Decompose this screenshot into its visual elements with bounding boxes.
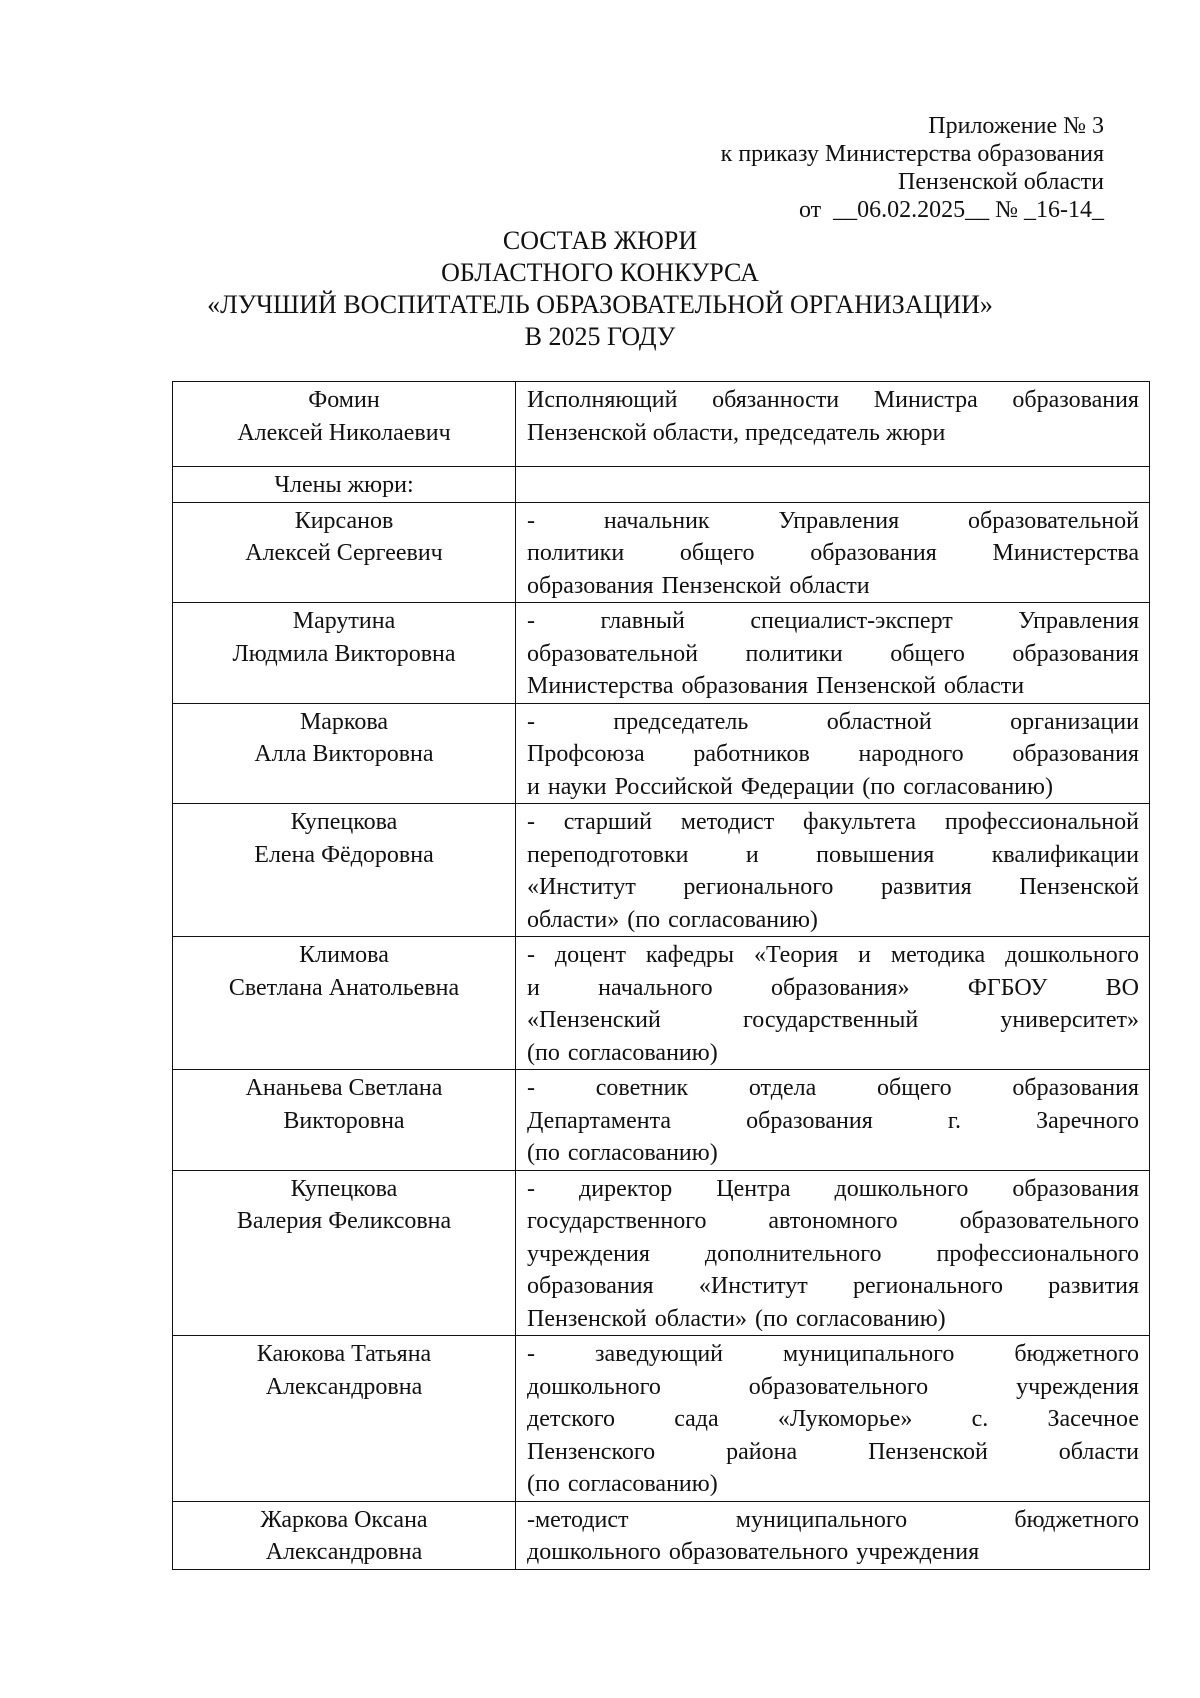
member-role-line: (по согласованию) <box>527 1471 718 1497</box>
member-role-line: «Институт регионального развития Пензенской <box>527 874 1139 900</box>
table-row <box>173 804 1150 937</box>
member-role-line: -методист муниципального бюджетного <box>527 1506 1139 1533</box>
member-role-line: Министерства образования Пензенской области <box>527 673 1025 699</box>
member-role-cell <box>516 1501 1150 1569</box>
member-role-line: политики общего образования Министерства <box>527 540 1139 566</box>
member-role-line: Пензенской области» (по согласованию) <box>527 1305 946 1332</box>
member-name-line: Ананьева Светлана <box>245 1075 443 1101</box>
member-role-line: - заведующий муниципального бюджетного <box>527 1341 1139 1367</box>
member-name-cell <box>173 1170 516 1336</box>
member-role-line: дошкольного образовательного учреждения <box>527 1373 1139 1400</box>
title-line-4: В 2025 ГОДУ <box>524 322 676 351</box>
member-role-line: учреждения дополнительного профессионального <box>527 1240 1139 1267</box>
member-role-line: и начального образования» ФГБОУ ВО <box>527 974 1139 1001</box>
member-role-cell <box>516 502 1150 603</box>
member-name-line: Купецкова <box>290 1175 398 1202</box>
member-role-line: государственного автономного образовательного <box>527 1208 1139 1234</box>
chair-role-line: Исполняющий обязанности Министра образования <box>527 387 1139 413</box>
table-row <box>173 703 1150 804</box>
member-role-line: «Пензенский государственный университет» <box>527 1007 1139 1033</box>
member-name-line: Климова <box>299 942 389 968</box>
member-name-line: Светлана Анатольевна <box>228 974 460 1001</box>
member-name-line: Жаркова Оксана <box>260 1506 428 1533</box>
appendix-region: Пензенской области <box>898 169 1104 195</box>
member-name-cell <box>173 703 516 804</box>
empty-cell <box>516 467 1150 503</box>
title-line-1: СОСТАВ ЖЮРИ <box>502 226 698 255</box>
member-role-line: - главный специалист-эксперт Управления <box>527 608 1139 634</box>
member-role-line: образовательной политики общего образования <box>527 640 1139 667</box>
member-role-cell <box>516 603 1150 704</box>
member-role-line: Профсоюза работников народного образования <box>527 741 1139 767</box>
member-name-cell <box>173 603 516 704</box>
member-name-cell <box>173 804 516 937</box>
document-title <box>0 225 1200 353</box>
member-role-cell <box>516 1070 1150 1171</box>
member-role-line: - советник отдела общего образования <box>527 1075 1139 1101</box>
appendix-number: Приложение № 3 <box>928 113 1104 139</box>
member-role-cell <box>516 703 1150 804</box>
members-label-cell <box>173 467 516 503</box>
member-role-line: Департамента образования г. Заречного <box>527 1107 1139 1134</box>
member-role-line: - начальник Управления образовательной <box>527 507 1139 534</box>
member-name-line: Каюкова Татьяна <box>256 1341 432 1367</box>
table-row <box>173 603 1150 704</box>
table-row <box>173 502 1150 603</box>
members-label: Члены жюри: <box>274 472 414 498</box>
member-role-line: Пензенского района Пензенской области <box>527 1438 1139 1465</box>
member-role-line: дошкольного образовательного учреждения <box>527 1539 980 1565</box>
member-role-line: - председатель областной организации <box>527 708 1139 735</box>
chair-role-cell <box>516 382 1150 467</box>
table-row <box>173 1170 1150 1336</box>
member-name-line: Алексей Сергеевич <box>245 540 443 566</box>
member-name-line: Алла Викторовна <box>254 741 434 767</box>
member-role-line: и науки Российской Федерации (по согласованию) <box>527 773 1053 800</box>
table-row <box>173 937 1150 1070</box>
member-role-cell <box>516 937 1150 1070</box>
member-role-line: образования Пензенской области <box>527 572 870 599</box>
member-role-line: - директор Центра дошкольного образования <box>527 1175 1139 1202</box>
table-row <box>173 1501 1150 1569</box>
member-role-line: образования «Институт регионального развития <box>527 1273 1139 1299</box>
member-name-line: Александровна <box>265 1539 423 1565</box>
member-name-line: Маркова <box>299 708 389 735</box>
appendix-header <box>721 112 1104 224</box>
table-row <box>173 1070 1150 1171</box>
member-name-cell <box>173 1336 516 1502</box>
member-name-line: Викторовна <box>283 1107 405 1134</box>
member-role-line: (по согласованию) <box>527 1039 718 1066</box>
chair-given-names: Алексей Николаевич <box>237 419 451 446</box>
member-role-line: области» (по согласованию) <box>527 906 818 933</box>
title-line-2: ОБЛАСТНОГО КОНКУРСА <box>441 258 759 287</box>
member-role-cell <box>516 1336 1150 1502</box>
member-role-line: детского сада «Лукоморье» с. Засечное <box>527 1406 1139 1432</box>
member-name-line: Людмила Викторовна <box>232 640 456 667</box>
member-role-line: переподготовки и повышения квалификации <box>527 841 1139 868</box>
appendix-date-number: от __06.02.2025__ № _16-14_ <box>798 197 1104 223</box>
chair-role-line: Пензенской области, председатель жюри <box>527 419 946 446</box>
member-name-line: Елена Фёдоровна <box>254 841 434 868</box>
title-line-3: «ЛУЧШИЙ ВОСПИТАТЕЛЬ ОБРАЗОВАТЕЛЬНОЙ ОРГАНИЗАЦИИ» <box>207 290 993 319</box>
member-name-line: Валерия Феликсовна <box>236 1208 452 1234</box>
chair-name-cell <box>173 382 516 467</box>
table-row <box>173 1336 1150 1502</box>
member-name-line: Купецкова <box>290 809 398 835</box>
member-role-cell <box>516 804 1150 937</box>
member-name-cell <box>173 502 516 603</box>
member-name-cell <box>173 1501 516 1569</box>
member-role-cell <box>516 1170 1150 1336</box>
jury-table <box>172 381 1150 1570</box>
member-name-cell <box>173 1070 516 1171</box>
member-name-line: Александровна <box>265 1373 423 1400</box>
table-row-members-label <box>173 467 1150 503</box>
table-row-chair <box>173 382 1150 467</box>
member-name-line: Марутина <box>292 608 396 634</box>
member-role-line: - старший методист факультета профессиональной <box>527 809 1139 835</box>
member-role-line: - доцент кафедры «Теория и методика дошкольного <box>527 942 1139 968</box>
appendix-order-ref: к приказу Министерства образования <box>720 141 1104 167</box>
member-role-line: (по согласованию) <box>527 1140 718 1166</box>
chair-surname: Фомин <box>308 387 380 413</box>
member-name-cell <box>173 937 516 1070</box>
member-name-line: Кирсанов <box>294 507 394 534</box>
